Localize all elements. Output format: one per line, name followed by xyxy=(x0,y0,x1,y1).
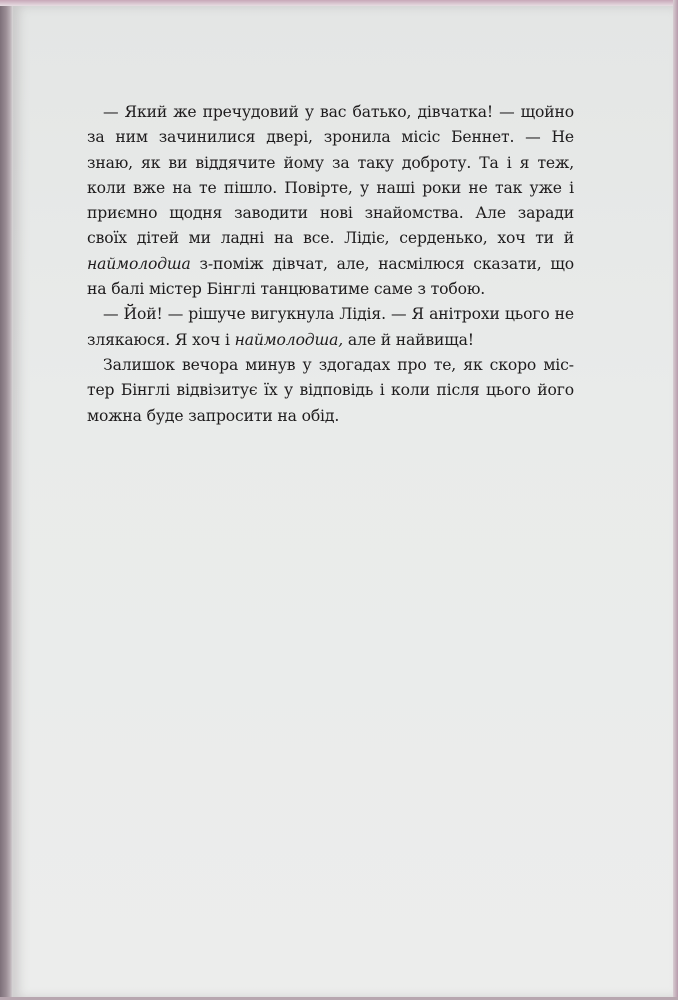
body-text xyxy=(87,100,574,429)
paragraph-1 xyxy=(87,100,574,302)
paragraph-2 xyxy=(87,302,574,353)
paragraph-2-italic-word: наймолодша, xyxy=(234,330,344,349)
book-page xyxy=(13,6,674,998)
paragraph-3 xyxy=(87,353,574,429)
paragraph-1-text-a: — Який же пречудовий у вас батько, дівчатка! — щойно за ним зачинилися двері, зронила місіс Беннет. — Не знаю, як ви віддячите йому за таку доброту. Та і я теж, коли вже на те пішло. Повірте, у наші роки не так уже і приємно щодня заводити нові знайомства. Але заради своїх дітей ми ладні на все. Лідіє, серденько, хоч ти й xyxy=(87,103,574,248)
paragraph-1-italic-word: наймолодша xyxy=(87,254,191,273)
paragraph-2-text-b: але й найвища! xyxy=(343,330,474,349)
page-right-edge xyxy=(673,0,678,1000)
paragraph-2-text-a: — Йой! — рішуче вигукнула Лідія. — Я анітрохи цього не злякаюся. Я хоч і xyxy=(87,305,574,349)
paragraph-3-text: Залишок вечора минув у здогадах про те, як скоро містер Бінглі відвізитує їх у відповідь і коли після цього його можна буде запросити на обід. xyxy=(87,355,574,425)
paragraph-1-text-b: з-поміж дівчат, але, насмілюся сказати, що на балі містер Бінглі танцюватиме саме з тобою. xyxy=(87,254,574,299)
